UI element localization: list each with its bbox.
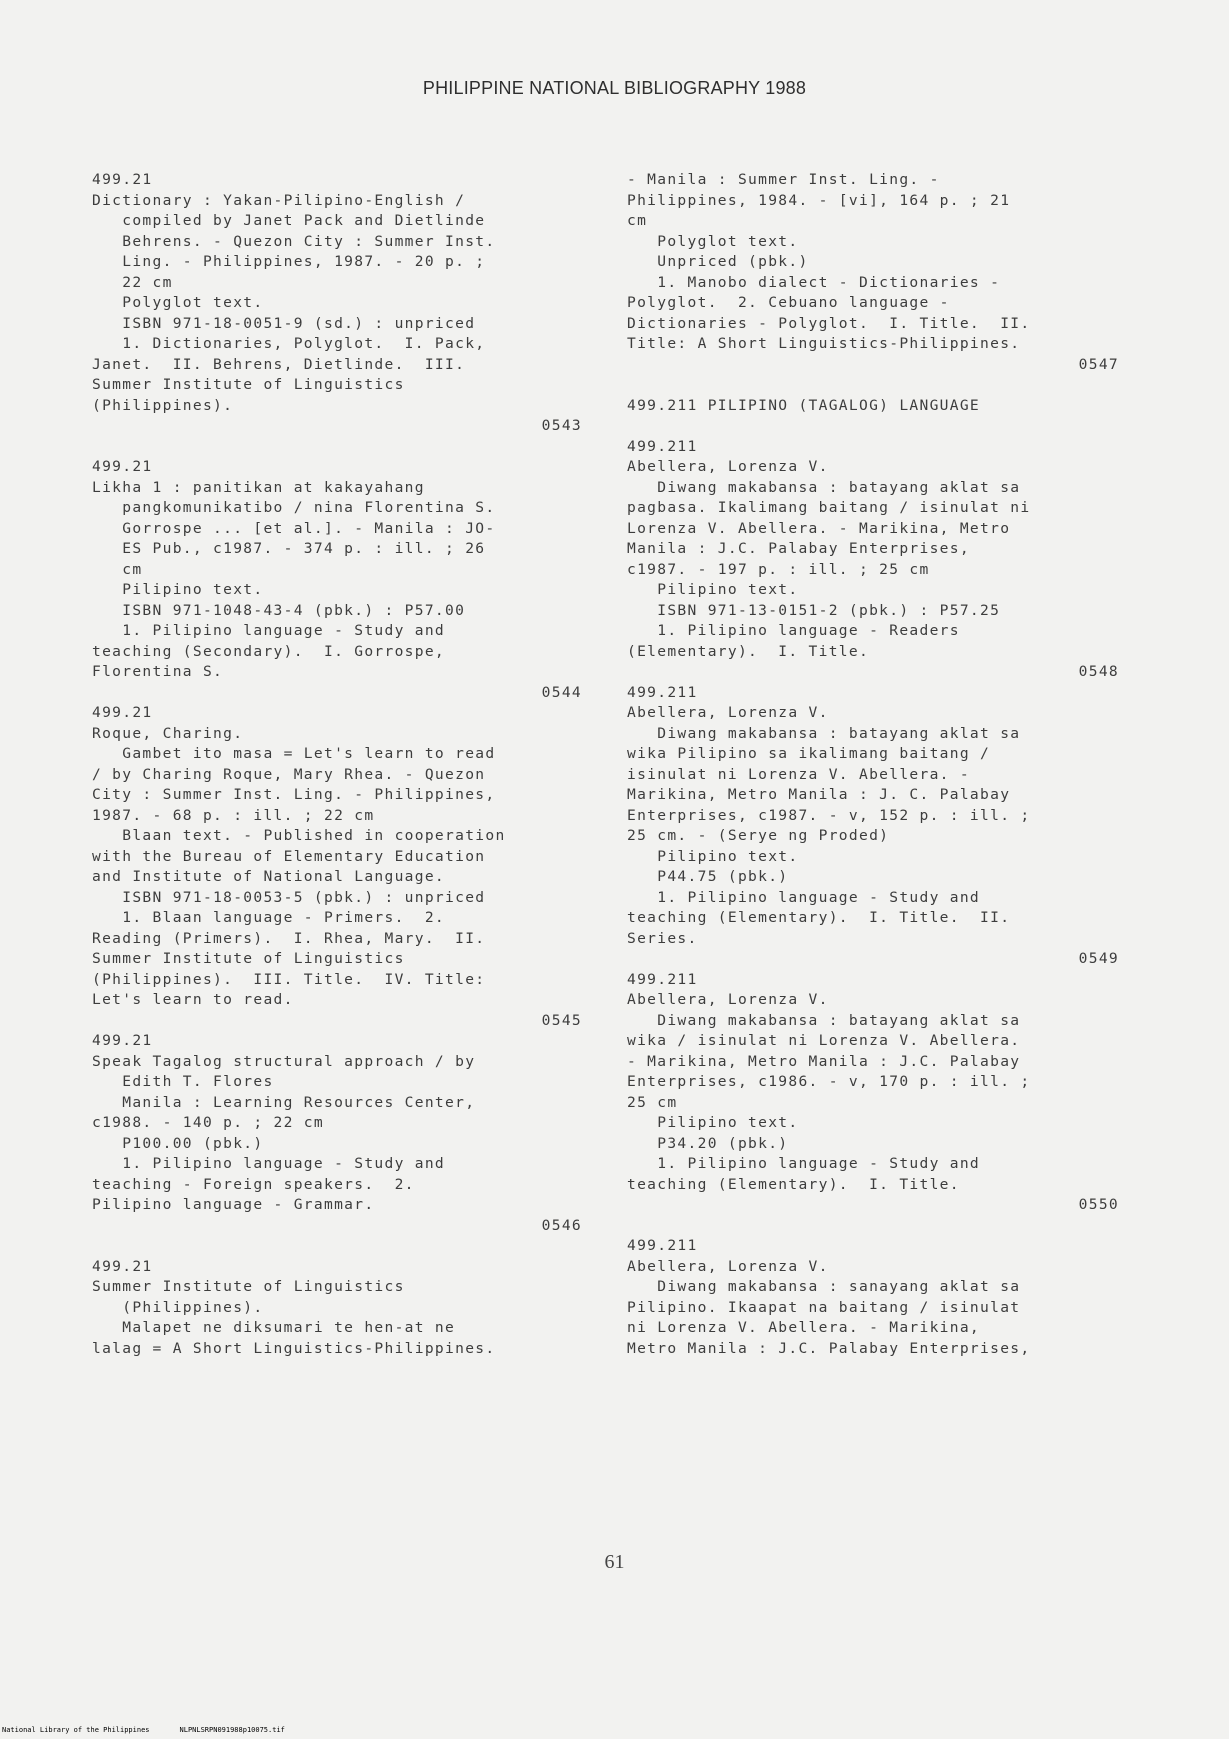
record-line: teaching (Elementary). I. Title. [627, 1175, 960, 1193]
record-line: 1987. - 68 p. : ill. ; 22 cm [92, 806, 375, 824]
bibliography-column-left [92, 170, 582, 1359]
record-line: Enterprises, c1987. - v, 152 p. : ill. ; [627, 806, 1031, 824]
record-line: Diwang makabansa : batayang aklat sa [627, 724, 1021, 742]
record-line: 22 cm [92, 273, 173, 291]
record-line: Let's learn to read. [92, 991, 294, 1008]
record-line: 499.21 [92, 704, 153, 721]
record-line: isinulat ni Lorenza V. Abellera. - [627, 765, 970, 783]
blank-line [627, 1216, 1119, 1237]
record-line: Pilipino language - Grammar. [92, 1196, 375, 1213]
record-line: Florentina S. [92, 663, 224, 680]
record-line: teaching - Foreign speakers. 2. [92, 1175, 415, 1193]
record-line: Dictionary : Yakan-Pilipino-English / [92, 191, 466, 209]
record-line: wika Pilipino sa ikalimang baitang / [627, 745, 991, 762]
record-line: Ling. - Philippines, 1987. - 20 p. ; [92, 253, 486, 270]
blank-line [92, 437, 582, 458]
record-line: / by Charing Roque, Mary Rhea. - Quezon [92, 765, 486, 783]
record-line: wika / isinulat ni Lorenza V. Abellera. [627, 1032, 1021, 1049]
record-line: compiled by Janet Pack and Dietlinde [92, 212, 486, 229]
record-line: 499.21 [92, 171, 153, 188]
record-line: Abellera, Lorenza V. [627, 704, 829, 721]
record-line: Edith T. Flores [92, 1073, 274, 1090]
record-line: Likha 1 : panitikan at kakayahang [92, 478, 425, 496]
record-line: Polyglot. 2. Cebuano language - [627, 294, 950, 311]
entry-number: 0545 [541, 1011, 582, 1029]
record-line: P100.00 (pbk.) [92, 1134, 264, 1152]
record-line: ISBN 971-1048-43-4 (pbk.) : P57.00 [92, 601, 466, 619]
record-line: (Philippines). III. Title. IV. Title: [92, 970, 486, 988]
record-line: ISBN 971-13-0151-2 (pbk.) : P57.25 [627, 601, 1001, 619]
record-line: 1. Pilipino language - Study and [92, 1155, 446, 1172]
record-line: 1. Pilipino language - Study and [627, 1155, 981, 1172]
scan-footer [2, 1726, 602, 1735]
record-line: Series. [627, 929, 698, 947]
record-line: ISBN 971-18-0053-5 (pbk.) : unpriced [92, 888, 486, 906]
blank-line [627, 416, 1119, 437]
record-line: Pilipino text. [627, 581, 799, 598]
record-line: cm [627, 212, 648, 229]
entry-number: 0549 [1078, 950, 1119, 967]
record-line: Gorrospe ... [et al.]. - Manila : JO- [92, 519, 496, 537]
record-line: Diwang makabansa : batayang aklat sa [627, 478, 1021, 496]
record-line: (Philippines). [92, 1298, 264, 1316]
record-line: pagbasa. Ikalimang baitang / isinulat ni [627, 499, 1031, 516]
entry-number: 0547 [1078, 355, 1119, 373]
record-line: c1988. - 140 p. ; 22 cm [92, 1114, 324, 1131]
record-line: Janet. II. Behrens, Dietlinde. III. [92, 355, 466, 373]
record-line: Behrens. - Quezon City : Summer Inst. [92, 232, 496, 250]
record-line: Summer Institute of Linguistics [92, 376, 405, 393]
record-line: Abellera, Lorenza V. [627, 991, 829, 1008]
record-line: - Manila : Summer Inst. Ling. - [627, 171, 940, 188]
record-line: 499.21 [92, 1257, 153, 1275]
record-line: P44.75 (pbk.) [627, 868, 789, 885]
record-line: 1. Manobo dialect - Dictionaries - [627, 273, 1001, 291]
footer-file: NLPNLSRPN091988p10075.tif [179, 1726, 285, 1734]
record-line: pangkomunikatibo / nina Florentina S. [92, 499, 496, 516]
record-line: with the Bureau of Elementary Education [92, 847, 486, 865]
record-line: 499.211 PILIPINO (TAGALOG) LANGUAGE [627, 396, 981, 414]
record-line: Lorenza V. Abellera. - Marikina, Metro [627, 519, 1011, 537]
record-line: P34.20 (pbk.) [627, 1134, 789, 1152]
record-line: 1. Pilipino language - Readers [627, 622, 960, 639]
record-line: teaching (Secondary). I. Gorrospe, [92, 642, 446, 660]
record-line: (Elementary). I. Title. [627, 642, 870, 660]
record-line: - Marikina, Metro Manila : J.C. Palabay [627, 1052, 1021, 1070]
blank-line [627, 375, 1119, 396]
record-line: Unpriced (pbk.) [627, 253, 809, 270]
record-line: Metro Manila : J.C. Palabay Enterprises, [627, 1339, 1031, 1357]
record-line: Summer Institute of Linguistics [92, 1278, 405, 1295]
record-line: Marikina, Metro Manila : J. C. Palabay [627, 786, 1011, 803]
record-line: Title: A Short Linguistics-Philippines. [627, 335, 1021, 352]
record-line: Manila : Learning Resources Center, [92, 1093, 476, 1111]
record-line: Enterprises, c1986. - v, 170 p. : ill. ; [627, 1073, 1031, 1090]
record-line: Blaan text. - Published in cooperation [92, 827, 506, 844]
record-line: teaching (Elementary). I. Title. II. [627, 909, 1011, 926]
record-line: ni Lorenza V. Abellera. - Marikina, [627, 1319, 981, 1336]
record-line: 499.21 [92, 1032, 153, 1049]
page-number: 61 [604, 1551, 625, 1573]
bibliography-column-right [627, 170, 1119, 1359]
record-line: 25 cm. - (Serye ng Proded) [627, 827, 890, 844]
record-line: Diwang makabansa : sanayang aklat sa [627, 1278, 1021, 1295]
entry-number: 0544 [541, 683, 582, 701]
blank-line [92, 1236, 582, 1257]
record-line: 499.211 [627, 683, 698, 701]
record-line: Philippines, 1984. - [vi], 164 p. ; 21 [627, 191, 1011, 209]
record-line: Diwang makabansa : batayang aklat sa [627, 1011, 1021, 1029]
record-line: lalag = A Short Linguistics-Philippines. [92, 1339, 496, 1357]
record-line: ISBN 971-18-0051-9 (sd.) : unpriced [92, 314, 476, 332]
page-title: PHILIPPINE NATIONAL BIBLIOGRAPHY 1988 [422, 78, 807, 98]
record-line: 25 cm [627, 1093, 678, 1111]
record-line: Polyglot text. [92, 294, 264, 311]
record-line: Pilipino. Ikaapat na baitang / isinulat [627, 1298, 1021, 1316]
record-line: Polyglot text. [627, 232, 799, 250]
record-line: 1. Dictionaries, Polyglot. I. Pack, [92, 335, 486, 352]
record-line: Manila : J.C. Palabay Enterprises, [627, 540, 970, 557]
entry-number: 0543 [541, 417, 582, 434]
entry-number: 0550 [1078, 1196, 1119, 1213]
record-line: 499.211 [627, 1237, 698, 1254]
record-line: 1. Pilipino language - Study and [627, 888, 981, 906]
record-line: Speak Tagalog structural approach / by [92, 1052, 476, 1070]
record-line: and Institute of National Language. [92, 868, 446, 885]
record-line: 499.211 [627, 437, 698, 455]
record-line: 499.21 [92, 458, 153, 475]
record-line: Dictionaries - Polyglot. I. Title. II. [627, 314, 1031, 332]
record-line: City : Summer Inst. Ling. - Philippines, [92, 786, 496, 803]
record-line: Summer Institute of Linguistics [92, 950, 405, 967]
record-line: cm [92, 560, 143, 578]
record-line: Roque, Charing. [92, 724, 244, 742]
record-line: Pilipino text. [627, 1114, 799, 1131]
entry-number: 0548 [1078, 663, 1119, 680]
record-line: Abellera, Lorenza V. [627, 458, 829, 475]
record-line: 1. Pilipino language - Study and [92, 622, 446, 639]
record-line: 1. Blaan language - Primers. 2. [92, 909, 446, 926]
record-line: Pilipino text. [627, 847, 799, 865]
record-line: Abellera, Lorenza V. [627, 1257, 829, 1275]
record-line: ES Pub., c1987. - 374 p. : ill. ; 26 [92, 540, 486, 557]
footer-library: National Library of the Philippines [2, 1726, 150, 1734]
record-line: (Philippines). [92, 396, 234, 414]
record-line: 499.211 [627, 970, 698, 988]
entry-number: 0546 [541, 1216, 582, 1234]
record-line: Gambet ito masa = Let's learn to read [92, 745, 496, 762]
record-line: Pilipino text. [92, 581, 264, 598]
record-line: c1987. - 197 p. : ill. ; 25 cm [627, 560, 930, 578]
record-line: Malapet ne diksumari te hen-at ne [92, 1319, 456, 1336]
record-line: Reading (Primers). I. Rhea, Mary. II. [92, 929, 486, 947]
